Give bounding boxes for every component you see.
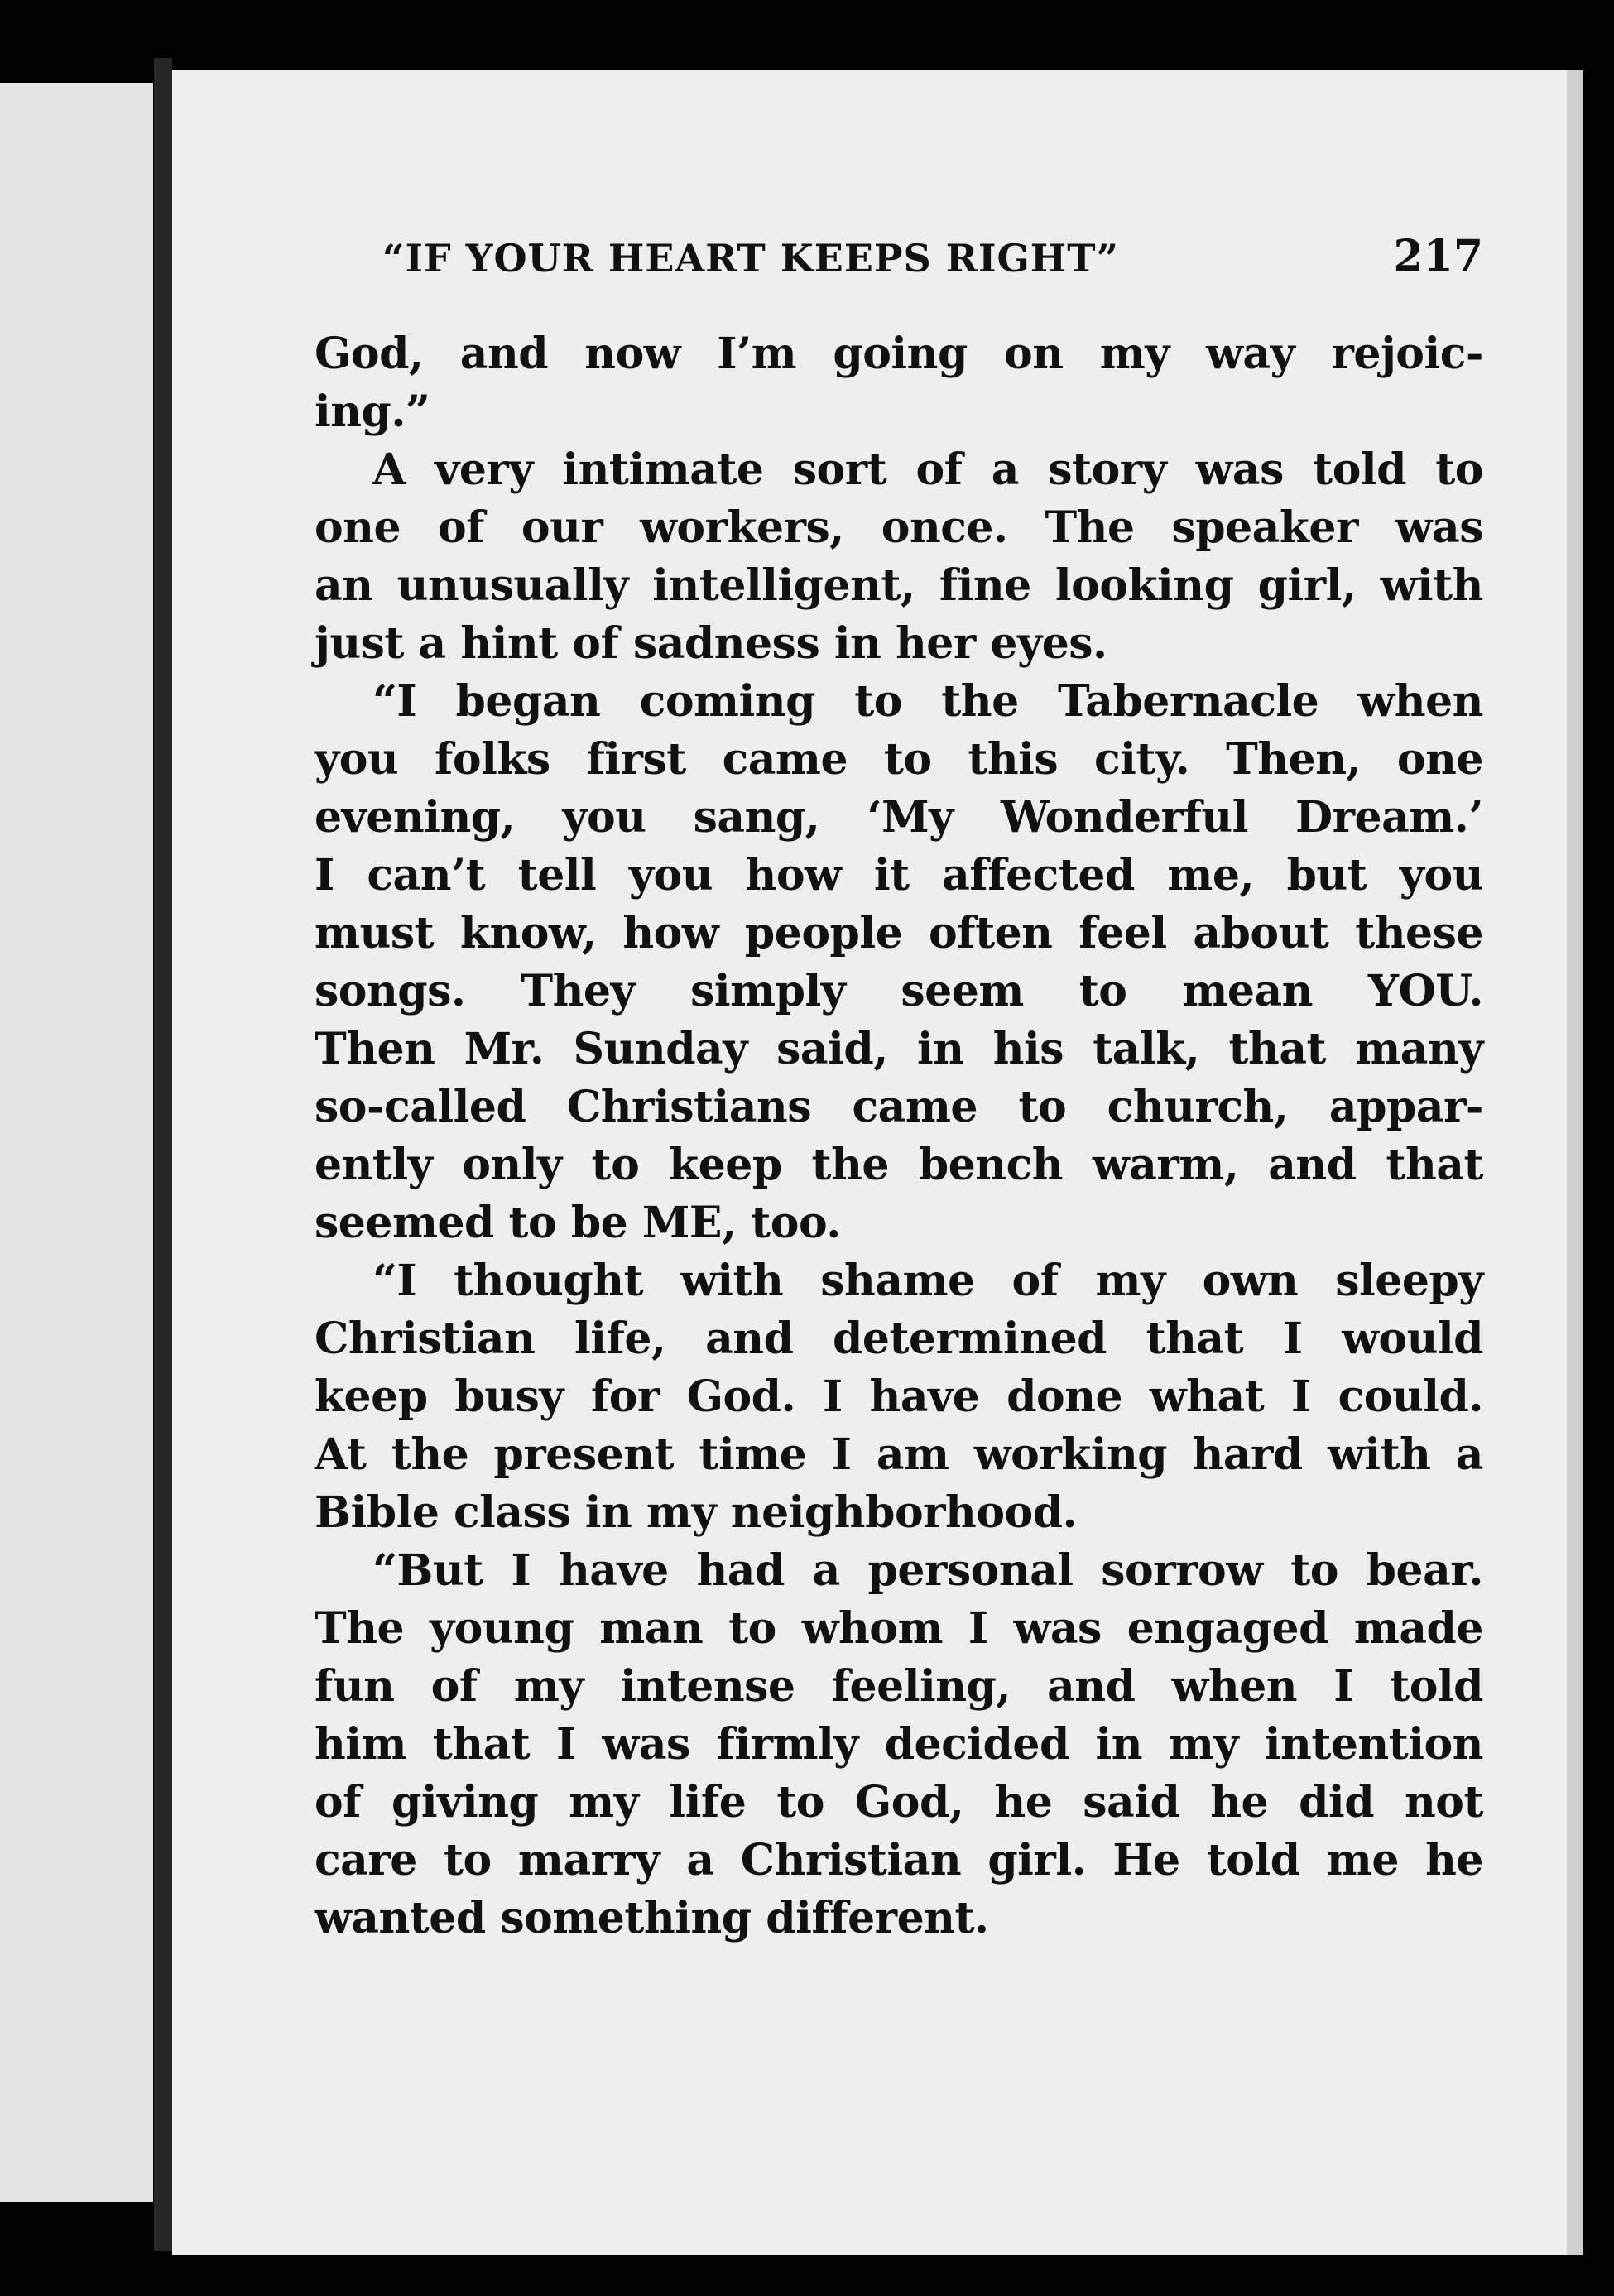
text-line: “But I have had a personal sorrow to bear. bbox=[372, 1545, 1483, 1596]
text-line: The young man to whom I was engaged made bbox=[315, 1603, 1483, 1654]
body-text bbox=[315, 325, 1483, 1948]
text-line: of giving my life to God, he said he did not bbox=[315, 1777, 1483, 1828]
text-line: Bible class in my neighborhood. bbox=[315, 1487, 1078, 1538]
page-edge-shadow bbox=[1567, 70, 1583, 2255]
text-line: an unusually intelligent, fine looking girl, with bbox=[315, 560, 1483, 611]
text-line: evening, you sang, ‘My Wonderful Dream.’ bbox=[315, 792, 1483, 843]
book-page bbox=[172, 70, 1567, 2255]
text-line: Then Mr. Sunday said, in his talk, that many bbox=[315, 1024, 1483, 1074]
page-number: 217 bbox=[1393, 231, 1483, 281]
text-line: ently only to keep the bench warm, and that bbox=[315, 1140, 1483, 1190]
book-binding bbox=[154, 58, 172, 2251]
text-line: wanted something different. bbox=[315, 1893, 989, 1943]
text-line: fun of my intense feeling, and when I told bbox=[315, 1661, 1483, 1712]
text-line: ing.” bbox=[315, 387, 430, 437]
text-line: “I thought with shame of my own sleepy bbox=[372, 1256, 1483, 1306]
text-line: God, and now I’m going on my way rejoic- bbox=[315, 329, 1483, 379]
text-line: At the present time I am working hard with a bbox=[315, 1429, 1483, 1480]
text-line: must know, how people often feel about these bbox=[315, 908, 1483, 958]
text-line: care to marry a Christian girl. He told me he bbox=[315, 1835, 1483, 1885]
text-line: you folks first came to this city. Then, one bbox=[315, 734, 1483, 785]
facing-page-edge bbox=[0, 83, 153, 2202]
text-line: him that I was firmly decided in my intention bbox=[315, 1719, 1483, 1770]
text-line: keep busy for God. I have done what I could. bbox=[315, 1371, 1483, 1422]
text-line: one of our workers, once. The speaker was bbox=[315, 502, 1483, 553]
text-line: A very intimate sort of a story was told to bbox=[372, 444, 1483, 495]
running-head: “IF YOUR HEART KEEPS RIGHT” bbox=[382, 236, 1119, 281]
text-line: Christian life, and determined that I would bbox=[315, 1314, 1483, 1364]
text-line: so-called Christians came to church, appar- bbox=[315, 1082, 1483, 1132]
text-line: “I began coming to the Tabernacle when bbox=[372, 676, 1483, 727]
text-line: I can’t tell you how it affected me, but you bbox=[315, 850, 1483, 901]
page-header bbox=[315, 231, 1483, 310]
text-line: just a hint of sadness in her eyes. bbox=[315, 618, 1107, 669]
text-line: songs. They simply seem to mean YOU. bbox=[315, 966, 1483, 1016]
text-line: seemed to be ME, too. bbox=[315, 1198, 841, 1248]
